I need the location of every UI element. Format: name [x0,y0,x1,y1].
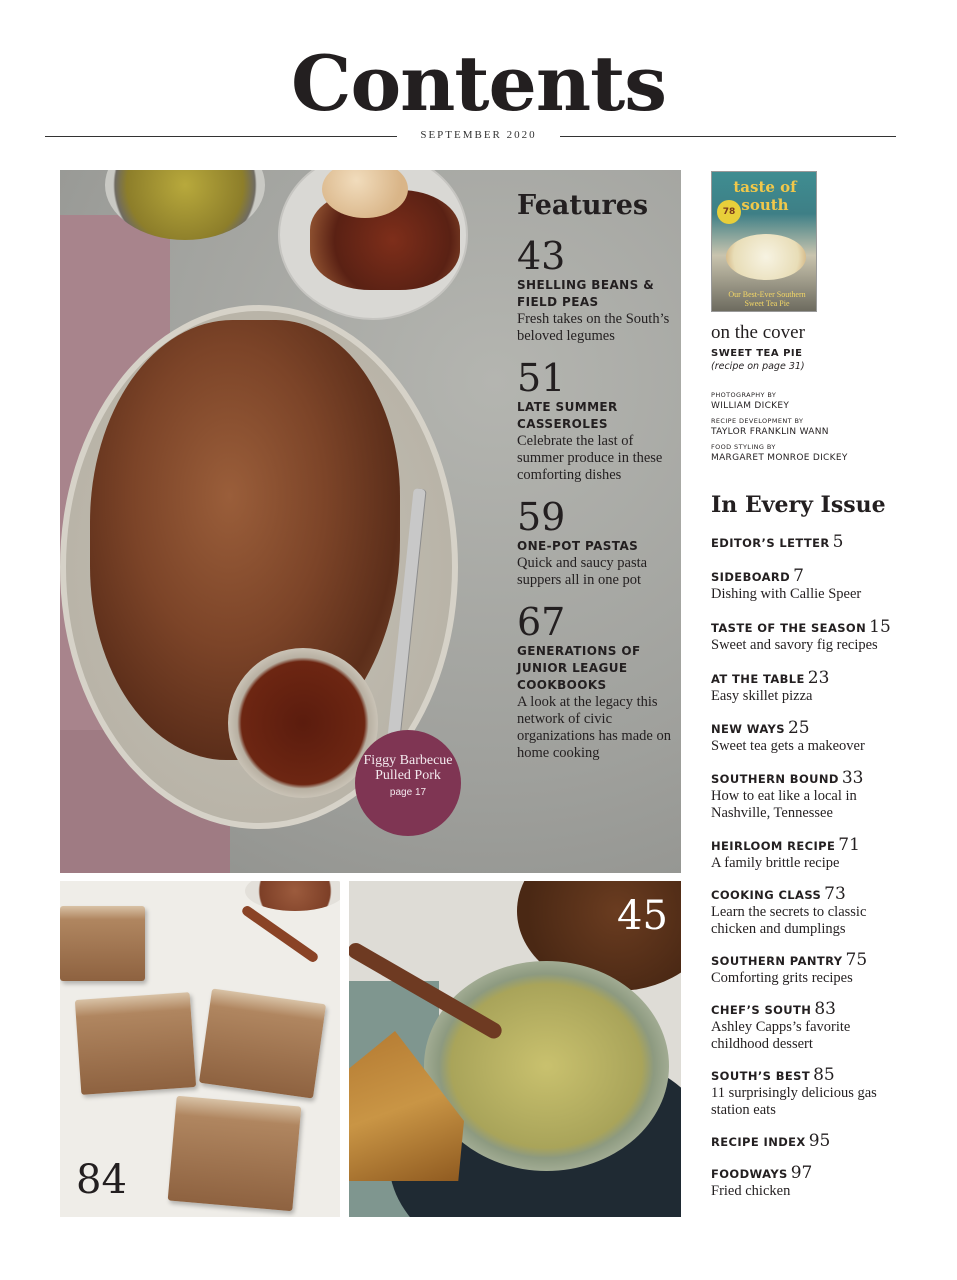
feature-title: ONE-POT PASTAS [517,539,639,553]
cover-tagline: Our Best-Ever Southern Sweet Tea Pie [728,290,806,308]
issue-item-page: 7 [793,566,804,586]
feature-item[interactable] [517,235,677,345]
issue-item[interactable] [711,999,941,1053]
issue-item-page: 83 [814,999,836,1019]
feature-item[interactable] [517,601,677,762]
issue-item-page: 85 [813,1065,835,1085]
issue-item-name: EDITOR’S LETTER [711,536,830,550]
issue-item-description: How to eat like a local in Nashville, Tennessee [711,788,857,821]
credit-role: PHOTOGRAPHY BY [711,391,777,399]
issue-item[interactable] [711,1163,941,1200]
cover-dish: SWEET TEA PIE [711,348,803,359]
issue-item[interactable] [711,768,941,822]
issue-item-name: SOUTHERN PANTRY [711,954,843,968]
features-list [517,190,677,774]
feature-page: 43 [517,234,566,278]
issue-item-description: Fried chicken [711,1183,791,1199]
cover-credits [711,390,931,468]
issue-item-page: 73 [824,884,846,904]
credit-role: FOOD STYLING BY [711,443,776,451]
issue-item-description: Sweet and savory fig recipes [711,637,878,653]
issue-item-description: Sweet tea gets a makeover [711,738,865,754]
every-issue-section [711,492,941,529]
cover-badge-number: 78 [722,207,736,217]
page-title: Contents [290,39,667,128]
cake-square-graphic [60,906,145,981]
hero-photo [60,170,681,873]
issue-item-description: Easy skillet pizza [711,688,813,704]
issue-date: SEPTEMBER 2020 [420,129,537,141]
divider-right [560,136,896,137]
feature-item[interactable] [517,496,677,589]
issue-item-page: 5 [832,532,844,552]
issue-item-page: 95 [808,1131,831,1151]
issue-item-name: FOODWAYS [711,1167,788,1181]
issue-item[interactable] [711,950,941,987]
credit-name: WILLIAM DICKEY [711,401,790,411]
issue-item-description: Comforting grits recipes [711,970,853,986]
feature-description: A look at the legacy this network of civic organizations has made on home cooking [517,694,671,761]
spice-bowl-graphic [245,881,340,911]
issue-item-name: HEIRLOOM RECIPE [711,839,836,853]
issue-item-page: 23 [807,668,830,688]
every-issue-heading: In Every Issue [711,492,886,518]
issue-item-description: A family brittle recipe [711,855,840,871]
issue-item-description: 11 surprisingly delicious gas station eats [711,1085,877,1118]
cover-badge [717,200,741,224]
issue-item-name: SIDEBOARD [711,570,791,584]
issue-item[interactable] [711,532,941,552]
features-heading: Features [517,190,649,221]
feature-item[interactable] [517,357,677,484]
cover-recipe-ref: (recipe on page 31) [711,361,805,372]
cinnamon-stick-graphic [240,904,319,964]
hero-caption-title: Figgy Barbecue Pulled Pork [363,753,453,783]
photo-page-45[interactable] [349,881,681,1217]
issue-item-description: Dishing with Callie Speer [711,586,862,602]
issue-item-name: AT THE TABLE [711,672,805,686]
feature-title: GENERATIONS OF JUNIOR LEAGUE COOKBOOKS [517,644,641,692]
issue-item-page: 15 [869,617,891,637]
photo-page-84[interactable] [60,881,340,1217]
feature-page: 51 [517,356,566,400]
issue-item-page: 75 [845,950,868,970]
feature-description: Celebrate the last of summer produce in these comforting dishes [517,433,663,483]
on-cover-heading: on the cover [711,322,805,343]
issue-item-name: COOKING CLASS [711,888,822,902]
issue-item[interactable] [711,718,941,755]
feature-description: Fresh takes on the South’s beloved legumes [517,311,670,344]
cake-square-graphic [75,992,196,1095]
issue-item-name: RECIPE INDEX [711,1135,806,1149]
feature-title: SHELLING BEANS & FIELD PEAS [517,278,655,309]
credit-role: RECIPE DEVELOPMENT BY [711,417,804,425]
credit-name: MARGARET MONROE DICKEY [711,453,848,463]
feature-page: 59 [517,495,566,539]
feature-description: Quick and saucy pasta suppers all in one pot [517,555,648,588]
cake-square-graphic [199,988,326,1098]
issue-item-name: TASTE OF THE SEASON [711,621,867,635]
cover-logo: taste of south [733,178,797,214]
issue-item-name: NEW WAYS [711,722,785,736]
cake-square-graphic [168,1096,302,1211]
issue-item[interactable] [711,835,941,872]
issue-item[interactable] [711,566,941,603]
issue-item-name: SOUTHERN BOUND [711,772,839,786]
photo-page-number: 45 [617,893,668,939]
on-the-cover [711,322,911,372]
hero-caption-page: page 17 [389,787,427,798]
issue-item[interactable] [711,617,941,654]
issue-item[interactable] [711,668,941,705]
issue-item-name: CHEF’S SOUTH [711,1003,812,1017]
issue-item-page: 71 [838,835,860,855]
issue-item-page: 33 [841,768,864,788]
issue-item-name: SOUTH’S BEST [711,1069,811,1083]
issue-item[interactable] [711,1065,941,1119]
issue-item-page: 97 [790,1163,813,1183]
cover-thumbnail[interactable] [711,171,817,312]
divider-left [45,136,397,137]
issue-item[interactable] [711,1131,941,1151]
credit-name: TAYLOR FRANKLIN WANN [711,427,829,437]
issue-item-description: Ashley Capps’s favorite childhood dessert [711,1019,851,1052]
issue-item-description: Learn the secrets to classic chicken and dumplings [711,904,867,937]
issue-item-page: 25 [787,718,810,738]
feature-page: 67 [517,600,566,644]
pie-graphic [726,234,806,280]
hero-caption-badge[interactable] [355,730,461,836]
photo-page-number: 84 [76,1157,127,1203]
feature-title: LATE SUMMER CASSEROLES [517,400,618,431]
issue-item[interactable] [711,884,941,938]
